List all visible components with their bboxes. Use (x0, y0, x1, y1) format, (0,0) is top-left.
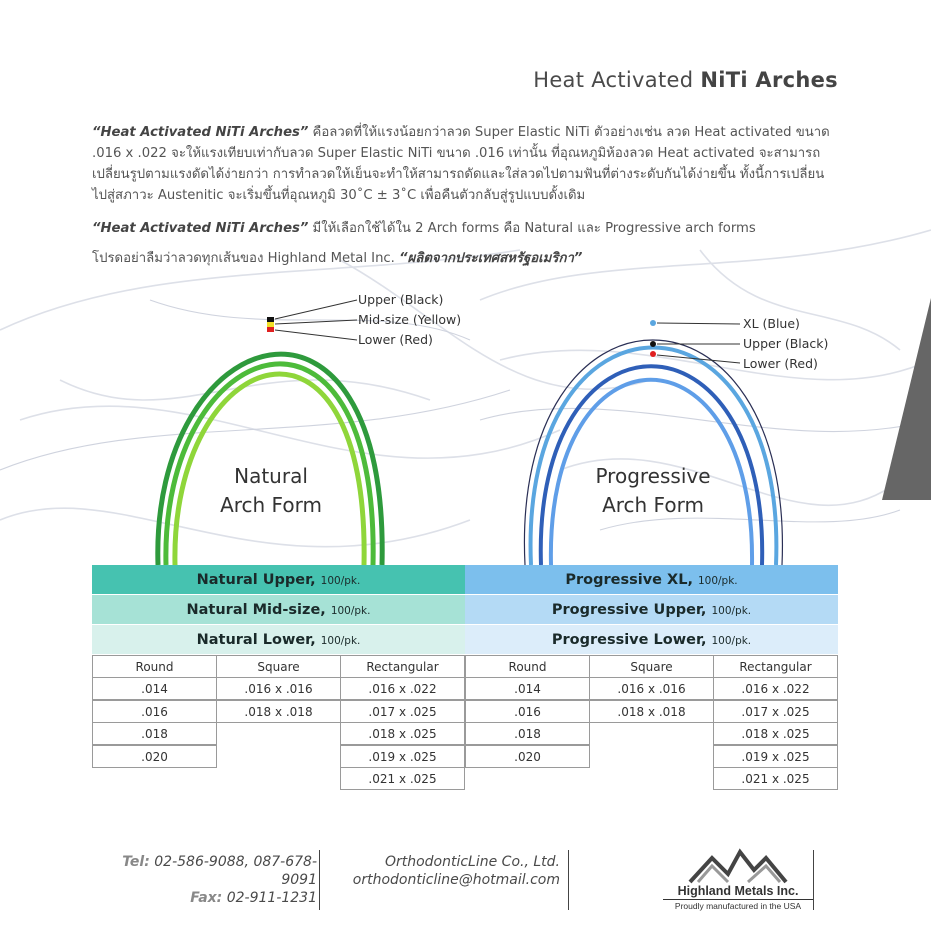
progressive-xl-marker (650, 320, 656, 326)
progressive-arch-label: Progressive Arch Form (595, 464, 711, 517)
natural-rect-cell: .016 x .022 (340, 677, 465, 700)
natural-upper-row: Natural Upper, 100/pk. (92, 565, 465, 595)
progressive-xl-row: Progressive XL, 100/pk. (465, 565, 838, 595)
progressive-callout-upper: Upper (Black) (743, 336, 829, 351)
progressive-upper-marker (650, 341, 656, 347)
natural-mid-marker (267, 322, 274, 327)
progressive-upper-row: Progressive Upper, 100/pk. (465, 595, 838, 625)
natural-rect-cell: .018 x .025 (340, 722, 465, 745)
natural-square-cell: .016 x .016 (216, 677, 341, 700)
progressive-round-cell: .020 (465, 745, 590, 768)
natural-round-cell: .014 (92, 677, 217, 700)
progressive-arch-drawing (524, 340, 782, 565)
page-title: Heat Activated NiTi Arches (533, 68, 838, 92)
natural-round-cell: .018 (92, 722, 217, 745)
natural-callout-mid: Mid-size (Yellow) (358, 312, 462, 327)
natural-arch-label: Natural Arch Form (220, 464, 322, 517)
progressive-lower-row: Progressive Lower, 100/pk. (465, 625, 838, 655)
progressive-col-rectangular: Rectangular (713, 655, 838, 678)
footer-divider (568, 850, 569, 910)
natural-lower-marker (267, 327, 274, 332)
natural-round-cell: .016 (92, 700, 217, 723)
natural-upper-marker (267, 317, 274, 322)
natural-callout-upper: Upper (Black) (358, 292, 444, 307)
progressive-callout-lower: Lower (Red) (743, 356, 818, 371)
progressive-lower-marker (650, 351, 656, 357)
highland-logo-mark (688, 848, 788, 884)
progressive-col-round: Round (465, 655, 590, 678)
usa-note: โปรดอย่าลืมว่าลวดทุกเส้นของ Highland Metal Inc. “ผลิตจากประเทศสหรัฐอเมริกา” (92, 251, 583, 266)
contact-phone-fax: Tel: 02-586-9088, 087-678-9091 Fax: 02-911-1231 (122, 854, 317, 906)
natural-rect-cell: .021 x .025 (340, 767, 465, 790)
progressive-round-cell: .014 (465, 677, 590, 700)
brand-tagline: Proudly manufactured in the USA (663, 899, 813, 911)
natural-col-square: Square (216, 655, 341, 678)
progressive-rect-cell: .019 x .025 (713, 745, 838, 768)
progressive-square-cell: .016 x .016 (589, 677, 714, 700)
natural-rect-cell: .019 x .025 (340, 745, 465, 768)
natural-arch-drawing (158, 354, 382, 565)
progressive-rect-cell: .017 x .025 (713, 700, 838, 723)
progressive-rect-cell: .016 x .022 (713, 677, 838, 700)
progressive-rect-cell: .018 x .025 (713, 722, 838, 745)
natural-lower-row: Natural Lower, 100/pk. (92, 625, 465, 655)
natural-square-cell: .018 x .018 (216, 700, 341, 723)
progressive-round-cell: .018 (465, 722, 590, 745)
progressive-callout-xl: XL (Blue) (743, 316, 800, 331)
progressive-col-square: Square (589, 655, 714, 678)
progressive-rect-cell: .021 x .025 (713, 767, 838, 790)
intro-paragraph: “Heat Activated NiTi Arches” คือลวดที่ให้แรงน้อยกว่าลวด Super Elastic NiTi ตัวอย่างเช่น ลวด Heat activated ขนาด .016 x .022 จะให้แรงเทียบเท่ากับลวด Super Elastic NiTi ขนาด .016 เท่านั้น ที่อุณหภูมิห้องลวด Heat activated จะสามารถ เปลี่ยนรูปตามแรงดัดได้ง่ายกว่า การทำลวดให้เย็นจะทำให้สามารถดัดและใส่ลวดไปตามฟันที่ต่างระดับกันได้ง่ายขึ้น ทั้งนี้การเปลี่ยน ไปสู่สภาวะ Austenitic จะเริ่มขึ้นที่อุณหภูมิ 30˚C ± 3˚C เพื่อคืนตัวกลับสู่รูปแบบดั้งเดิม (92, 125, 830, 203)
brand-name: Highland Metals Inc. (677, 884, 799, 898)
progressive-round-cell: .016 (465, 700, 590, 723)
natural-mid-row: Natural Mid-size, 100/pk. (92, 595, 465, 625)
footer-divider (319, 850, 320, 910)
company-email[interactable]: orthodonticline@hotmail.com (352, 872, 560, 888)
arch-forms-note: “Heat Activated NiTi Arches” มีให้เลือกใช้ได้ใน 2 Arch forms คือ Natural และ Progressive arch forms (92, 221, 756, 236)
company-info: OrthodonticLine Co., Ltd. orthodonticline@hotmail.com (330, 853, 560, 889)
natural-rect-cell: .017 x .025 (340, 700, 465, 723)
natural-col-round: Round (92, 655, 217, 678)
natural-col-rectangular: Rectangular (340, 655, 465, 678)
natural-callout-lower: Lower (Red) (358, 332, 433, 347)
natural-round-cell: .020 (92, 745, 217, 768)
progressive-square-cell: .018 x .018 (589, 700, 714, 723)
footer-divider (813, 850, 814, 910)
